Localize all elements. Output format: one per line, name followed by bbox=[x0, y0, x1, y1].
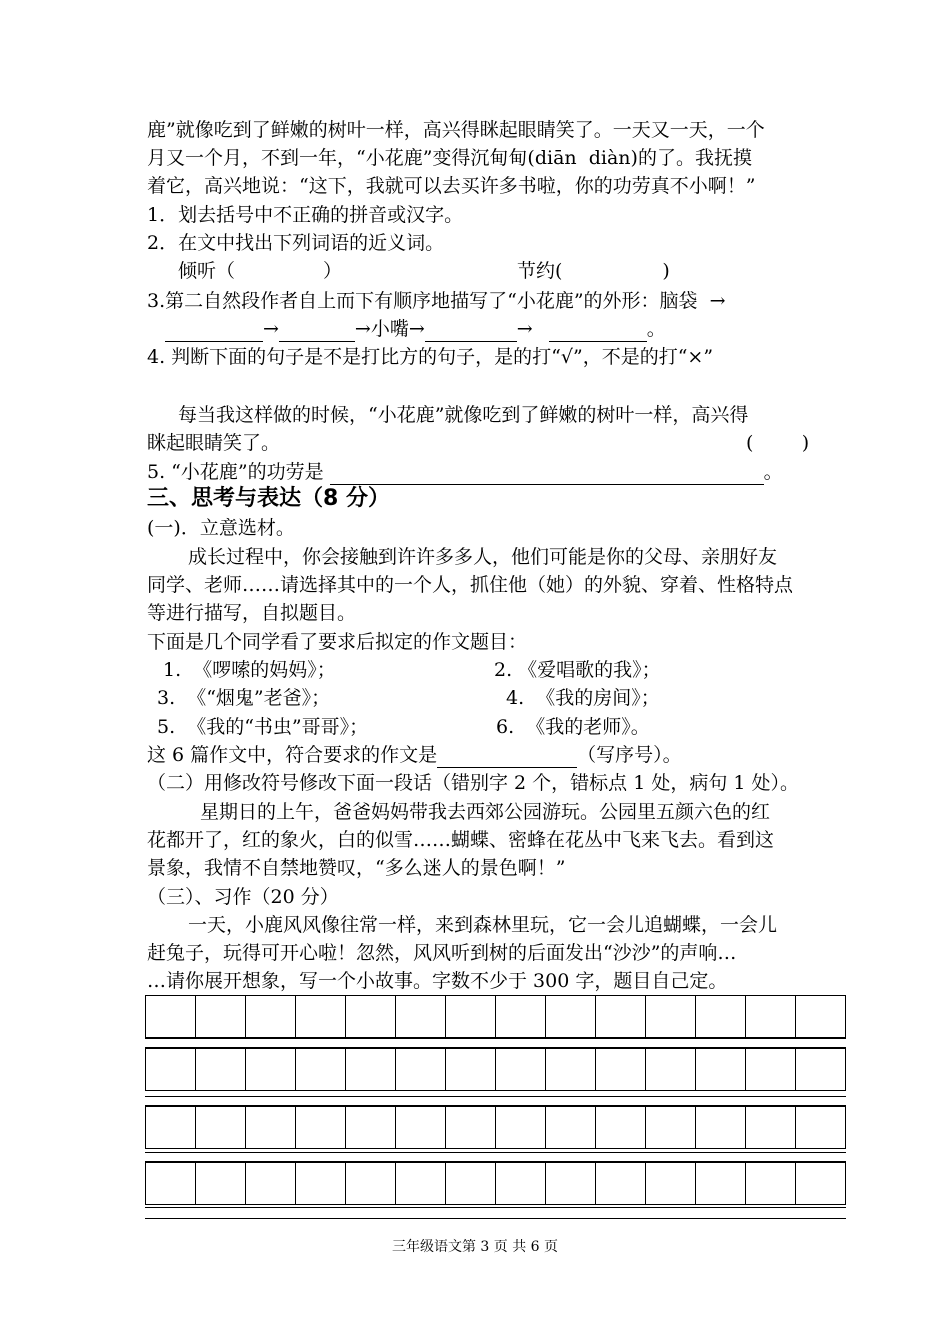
grid-cell[interactable] bbox=[696, 996, 746, 1038]
grid-cell[interactable] bbox=[496, 1107, 546, 1149]
part-2-para-2: 花都开了，红的象火，白的似雪……蝴蝶、密蜂在花丛中飞来飞去。看到这 bbox=[147, 829, 775, 851]
question-5: 5. “小花鹿”的功劳是 。 bbox=[147, 461, 783, 483]
grid-cell[interactable] bbox=[196, 996, 246, 1038]
grid-cell[interactable] bbox=[546, 1163, 596, 1205]
grid-cell[interactable] bbox=[346, 1107, 396, 1149]
q2-synonym-b: 节约( ) bbox=[517, 260, 670, 282]
grid-cell[interactable] bbox=[796, 996, 846, 1038]
grid-row-4[interactable] bbox=[145, 1162, 846, 1205]
q3-blank-1[interactable] bbox=[165, 321, 263, 342]
part-3-title: （三）、习作（20 分） bbox=[147, 886, 339, 908]
grid-bottom bbox=[145, 1207, 846, 1219]
part-1-answer: 这 6 篇作文中，符合要求的作文是 （写序号）。 bbox=[147, 744, 682, 766]
title-option-6: 6. 《我的老师》。 bbox=[496, 716, 650, 738]
title-option-4: 4. 《我的房间》； bbox=[506, 687, 660, 709]
grid-cell[interactable] bbox=[446, 996, 496, 1038]
grid-cell[interactable] bbox=[346, 1049, 396, 1091]
grid-cell[interactable] bbox=[496, 996, 546, 1038]
grid-cell[interactable] bbox=[646, 1049, 696, 1091]
part-1-para-2: 同学、老师……请选择其中的一个人，抓住他（她）的外貌、穿着、性格特点 bbox=[147, 574, 794, 596]
grid-cell[interactable] bbox=[796, 1163, 846, 1205]
passage-line-3: 着它，高兴地说：“这下，我就可以去买许多书啦，你的功劳真不小啊！” bbox=[147, 175, 756, 197]
grid-cell[interactable] bbox=[546, 1049, 596, 1091]
grid-row-3[interactable] bbox=[145, 1106, 846, 1149]
grid-separator bbox=[145, 1038, 846, 1048]
grid-cell[interactable] bbox=[446, 1107, 496, 1149]
grid-cell[interactable] bbox=[196, 1049, 246, 1091]
q4-sentence-line-2: 眯起眼睛笑了。 bbox=[147, 432, 281, 454]
part-3-para-2: 赶兔子，玩得可开心啦！忽然，风风听到树的后面发出“沙沙”的声响… bbox=[147, 942, 737, 964]
part-1-answer-blank[interactable] bbox=[437, 747, 577, 768]
grid-cell[interactable] bbox=[146, 1163, 196, 1205]
grid-cell[interactable] bbox=[696, 1049, 746, 1091]
q4-answer-parens[interactable]: ( ) bbox=[746, 432, 810, 454]
part-3-para-3: …请你展开想象，写一个小故事。字数不少于 300 字，题目自己定。 bbox=[147, 970, 728, 992]
question-1: 1．划去括号中不正确的拼音或汉字。 bbox=[147, 204, 464, 226]
grid-cell[interactable] bbox=[446, 1163, 496, 1205]
part-1-para-4: 下面是几个同学看了要求后拟定的作文题目： bbox=[147, 631, 528, 653]
q3-blanks-row: → →小嘴→ → 。 bbox=[165, 316, 666, 342]
page-footer: 三年级语文第 3 页 共 6 页 bbox=[391, 1239, 559, 1255]
grid-cell[interactable] bbox=[596, 1107, 646, 1149]
part-2-para-1: 星期日的上午，爸爸妈妈带我去西郊公园游玩。公园里五颜六色的红 bbox=[200, 801, 771, 823]
grid-cell[interactable] bbox=[596, 1163, 646, 1205]
title-option-5: 5. 《我的“书虫”哥哥》； bbox=[157, 716, 369, 738]
passage-line-2: 月又一个月，不到一年，“小花鹿”变得沉甸甸(diān diàn)的了。我抚摸 bbox=[147, 147, 752, 169]
part-1-para-1: 成长过程中，你会接触到许许多多人，他们可能是你的父母、亲朋好友 bbox=[188, 546, 778, 568]
grid-cell[interactable] bbox=[346, 996, 396, 1038]
grid-row-2[interactable] bbox=[145, 1048, 846, 1091]
grid-cell[interactable] bbox=[246, 1107, 296, 1149]
grid-cell[interactable] bbox=[196, 1107, 246, 1149]
q2-synonym-a: 倾听（ ） bbox=[178, 260, 343, 282]
title-option-3: 3. 《“烟鬼”老爸》； bbox=[157, 687, 331, 709]
grid-cell[interactable] bbox=[696, 1163, 746, 1205]
q4-sentence-line-1: 每当我这样做的时候，“小花鹿”就像吃到了鲜嫩的树叶一样，高兴得 bbox=[178, 404, 749, 426]
grid-cell[interactable] bbox=[746, 1163, 796, 1205]
grid-separator bbox=[145, 1096, 846, 1106]
grid-cell[interactable] bbox=[646, 1163, 696, 1205]
q3-blank-3[interactable] bbox=[425, 321, 517, 342]
grid-cell[interactable] bbox=[296, 996, 346, 1038]
grid-cell[interactable] bbox=[396, 1163, 446, 1205]
q5-blank[interactable] bbox=[330, 464, 764, 485]
part-2-title: （二）用修改符号修改下面一段话（错别字 2 个，错标点 1 处，病句 1 处）。 bbox=[147, 772, 800, 794]
grid-cell[interactable] bbox=[746, 1049, 796, 1091]
question-3: 3.第二自然段作者自上而下有顺序地描写了“小花鹿”的外形：脑袋 → bbox=[147, 290, 726, 312]
q3-blank-4[interactable] bbox=[549, 321, 647, 342]
grid-cell[interactable] bbox=[596, 1049, 646, 1091]
grid-cell[interactable] bbox=[296, 1049, 346, 1091]
grid-cell[interactable] bbox=[696, 1107, 746, 1149]
grid-cell[interactable] bbox=[746, 996, 796, 1038]
grid-cell[interactable] bbox=[796, 1107, 846, 1149]
grid-cell[interactable] bbox=[346, 1163, 396, 1205]
grid-cell[interactable] bbox=[196, 1163, 246, 1205]
grid-cell[interactable] bbox=[546, 996, 596, 1038]
part-2-para-3: 景象，我情不自禁地赞叹，“多么迷人的景色啊！” bbox=[147, 857, 566, 879]
grid-cell[interactable] bbox=[296, 1107, 346, 1149]
grid-cell[interactable] bbox=[646, 996, 696, 1038]
title-option-1: 1. 《啰嗦的妈妈》； bbox=[163, 659, 336, 681]
part-1-title: (一)．立意选材。 bbox=[147, 517, 295, 539]
grid-cell[interactable] bbox=[546, 1107, 596, 1149]
section-3-title: 三、思考与表达（8 分） bbox=[147, 486, 390, 511]
grid-cell[interactable] bbox=[646, 1107, 696, 1149]
grid-cell[interactable] bbox=[796, 1049, 846, 1091]
grid-cell[interactable] bbox=[496, 1049, 546, 1091]
grid-cell[interactable] bbox=[746, 1107, 796, 1149]
part-1-para-3: 等进行描写，自拟题目。 bbox=[147, 602, 357, 624]
question-2: 2．在文中找出下列词语的近义词。 bbox=[147, 232, 445, 254]
grid-cell[interactable] bbox=[446, 1049, 496, 1091]
grid-cell[interactable] bbox=[496, 1163, 546, 1205]
q3-blank-2[interactable] bbox=[279, 321, 355, 342]
grid-cell[interactable] bbox=[246, 996, 296, 1038]
part-3-para-1: 一天，小鹿风风像往常一样，来到森林里玩，它一会儿追蝴蝶，一会儿 bbox=[188, 914, 778, 936]
passage-line-1: 鹿”就像吃到了鲜嫩的树叶一样，高兴得眯起眼睛笑了。一天又一天，一个 bbox=[147, 119, 765, 141]
grid-cell[interactable] bbox=[396, 1049, 446, 1091]
title-option-2: 2. 《爱唱歌的我》； bbox=[494, 659, 661, 681]
grid-cell[interactable] bbox=[146, 1049, 196, 1091]
grid-cell[interactable] bbox=[146, 996, 196, 1038]
question-4: 4. 判断下面的句子是不是打比方的句子，是的打“√”，不是的打“×” bbox=[147, 346, 714, 368]
grid-row-1[interactable] bbox=[145, 995, 846, 1038]
grid-cell[interactable] bbox=[246, 1163, 296, 1205]
grid-cell[interactable] bbox=[146, 1107, 196, 1149]
grid-cell[interactable] bbox=[296, 1163, 346, 1205]
grid-separator bbox=[145, 1152, 846, 1162]
grid-cell[interactable] bbox=[396, 996, 446, 1038]
grid-cell[interactable] bbox=[596, 996, 646, 1038]
grid-cell[interactable] bbox=[246, 1049, 296, 1091]
grid-cell[interactable] bbox=[396, 1107, 446, 1149]
